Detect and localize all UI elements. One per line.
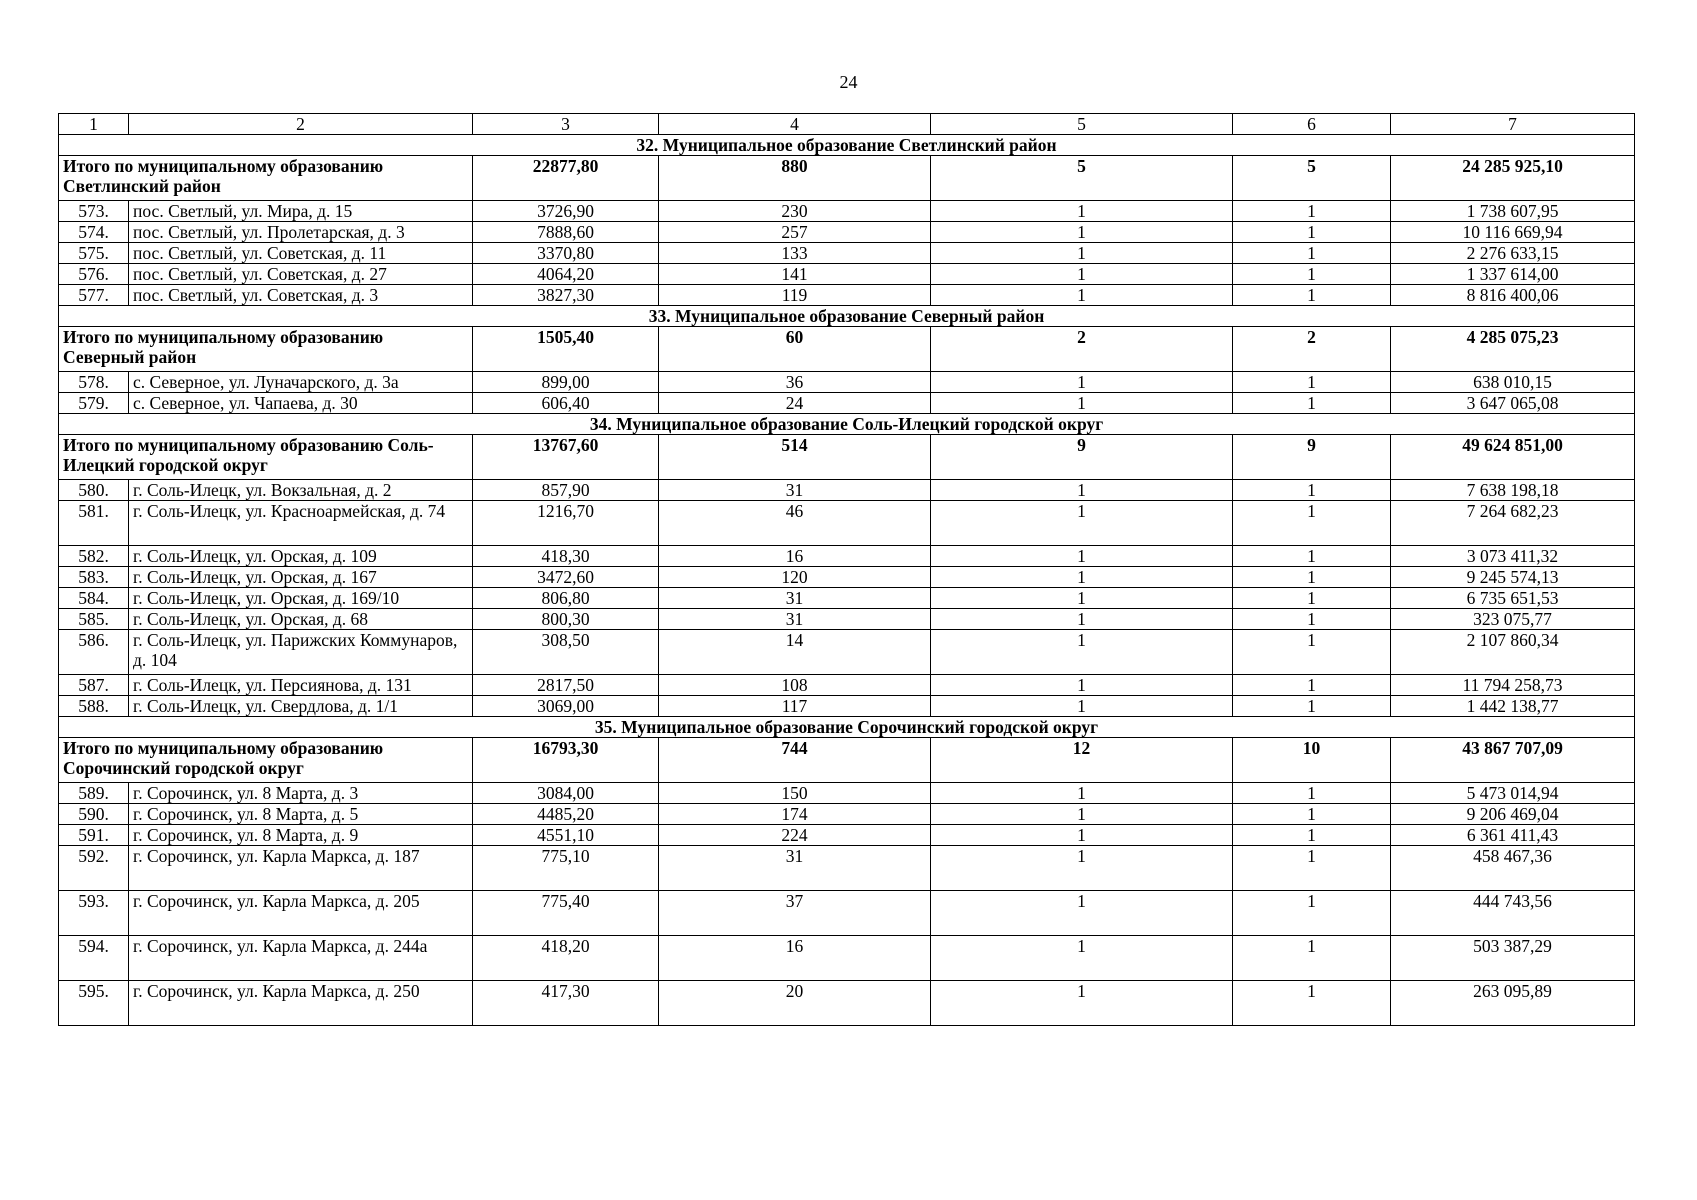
value-c4: 133 xyxy=(659,243,931,264)
address-cell: г. Сорочинск, ул. Карла Маркса, д. 250 xyxy=(129,981,473,1026)
total-c6: 10 xyxy=(1233,738,1391,783)
value-c4: 174 xyxy=(659,804,931,825)
value-c6: 1 xyxy=(1233,936,1391,981)
total-row xyxy=(59,156,1635,201)
table-row xyxy=(59,546,1635,567)
address-cell: пос. Светлый, ул. Советская, д. 3 xyxy=(129,285,473,306)
value-c4: 31 xyxy=(659,480,931,501)
section-heading-row xyxy=(59,135,1635,156)
total-label: Итого по муниципальному образованию Соль-Илецкий городской округ xyxy=(59,435,473,480)
table-row xyxy=(59,243,1635,264)
value-c3: 308,50 xyxy=(473,630,659,675)
value-c6: 1 xyxy=(1233,480,1391,501)
address-cell: г. Сорочинск, ул. 8 Марта, д. 9 xyxy=(129,825,473,846)
table-row xyxy=(59,480,1635,501)
value-c3: 3370,80 xyxy=(473,243,659,264)
value-c4: 108 xyxy=(659,675,931,696)
address-cell: пос. Светлый, ул. Мира, д. 15 xyxy=(129,201,473,222)
value-c5: 1 xyxy=(931,222,1233,243)
table-row xyxy=(59,609,1635,630)
value-c4: 16 xyxy=(659,936,931,981)
table-row xyxy=(59,501,1635,546)
value-c7: 5 473 014,94 xyxy=(1391,783,1635,804)
value-c3: 7888,60 xyxy=(473,222,659,243)
value-c3: 3084,00 xyxy=(473,783,659,804)
value-c7: 503 387,29 xyxy=(1391,936,1635,981)
row-number: 588. xyxy=(59,696,129,717)
table-row xyxy=(59,264,1635,285)
value-c4: 117 xyxy=(659,696,931,717)
value-c7: 1 738 607,95 xyxy=(1391,201,1635,222)
value-c4: 150 xyxy=(659,783,931,804)
value-c4: 257 xyxy=(659,222,931,243)
value-c4: 24 xyxy=(659,393,931,414)
row-number: 583. xyxy=(59,567,129,588)
value-c5: 1 xyxy=(931,546,1233,567)
value-c7: 638 010,15 xyxy=(1391,372,1635,393)
value-c3: 4064,20 xyxy=(473,264,659,285)
value-c6: 1 xyxy=(1233,609,1391,630)
row-number: 589. xyxy=(59,783,129,804)
value-c5: 1 xyxy=(931,201,1233,222)
address-cell: г. Соль-Илецк, ул. Красноармейская, д. 74 xyxy=(129,501,473,546)
value-c7: 3 647 065,08 xyxy=(1391,393,1635,414)
address-cell: г. Соль-Илецк, ул. Вокзальная, д. 2 xyxy=(129,480,473,501)
value-c7: 6 735 651,53 xyxy=(1391,588,1635,609)
value-c5: 1 xyxy=(931,501,1233,546)
value-c5: 1 xyxy=(931,696,1233,717)
value-c4: 230 xyxy=(659,201,931,222)
column-header: 1 xyxy=(59,114,129,135)
total-c7: 4 285 075,23 xyxy=(1391,327,1635,372)
value-c3: 3472,60 xyxy=(473,567,659,588)
table-row xyxy=(59,825,1635,846)
page-number: 24 xyxy=(839,72,858,92)
value-c5: 1 xyxy=(931,891,1233,936)
address-cell: с. Северное, ул. Луначарского, д. 3а xyxy=(129,372,473,393)
value-c5: 1 xyxy=(931,480,1233,501)
address-cell: г. Соль-Илецк, ул. Свердлова, д. 1/1 xyxy=(129,696,473,717)
column-header: 2 xyxy=(129,114,473,135)
row-number: 585. xyxy=(59,609,129,630)
total-label: Итого по муниципальному образованию Северный район xyxy=(59,327,473,372)
row-number: 586. xyxy=(59,630,129,675)
address-cell: г. Соль-Илецк, ул. Орская, д. 68 xyxy=(129,609,473,630)
table-row xyxy=(59,222,1635,243)
value-c4: 31 xyxy=(659,609,931,630)
value-c3: 775,10 xyxy=(473,846,659,891)
total-c4: 744 xyxy=(659,738,931,783)
address-cell: г. Сорочинск, ул. 8 Марта, д. 3 xyxy=(129,783,473,804)
table-row xyxy=(59,936,1635,981)
value-c4: 36 xyxy=(659,372,931,393)
value-c4: 14 xyxy=(659,630,931,675)
total-c6: 9 xyxy=(1233,435,1391,480)
row-number: 574. xyxy=(59,222,129,243)
row-number: 581. xyxy=(59,501,129,546)
total-c4: 60 xyxy=(659,327,931,372)
value-c3: 800,30 xyxy=(473,609,659,630)
value-c7: 9 245 574,13 xyxy=(1391,567,1635,588)
address-cell: пос. Светлый, ул. Советская, д. 27 xyxy=(129,264,473,285)
table-row xyxy=(59,981,1635,1026)
total-c6: 2 xyxy=(1233,327,1391,372)
address-cell: пос. Светлый, ул. Советская, д. 11 xyxy=(129,243,473,264)
address-cell: г. Соль-Илецк, ул. Орская, д. 109 xyxy=(129,546,473,567)
value-c6: 1 xyxy=(1233,588,1391,609)
column-header: 4 xyxy=(659,114,931,135)
column-header: 6 xyxy=(1233,114,1391,135)
table-row xyxy=(59,372,1635,393)
address-cell: г. Сорочинск, ул. Карла Маркса, д. 187 xyxy=(129,846,473,891)
table-row xyxy=(59,783,1635,804)
value-c5: 1 xyxy=(931,393,1233,414)
row-number: 593. xyxy=(59,891,129,936)
address-cell: г. Соль-Илецк, ул. Персиянова, д. 131 xyxy=(129,675,473,696)
value-c3: 3726,90 xyxy=(473,201,659,222)
address-cell: г. Сорочинск, ул. 8 Марта, д. 5 xyxy=(129,804,473,825)
value-c3: 775,40 xyxy=(473,891,659,936)
section-title: 34. Муниципальное образование Соль-Илецкий городской округ xyxy=(59,414,1635,435)
value-c6: 1 xyxy=(1233,285,1391,306)
value-c5: 1 xyxy=(931,804,1233,825)
total-c7: 43 867 707,09 xyxy=(1391,738,1635,783)
value-c5: 1 xyxy=(931,783,1233,804)
value-c6: 1 xyxy=(1233,201,1391,222)
value-c6: 1 xyxy=(1233,546,1391,567)
table-row xyxy=(59,804,1635,825)
value-c7: 2 107 860,34 xyxy=(1391,630,1635,675)
section-heading-row xyxy=(59,414,1635,435)
value-c5: 1 xyxy=(931,936,1233,981)
column-header: 7 xyxy=(1391,114,1635,135)
section-title: 32. Муниципальное образование Светлинский район xyxy=(59,135,1635,156)
total-c7: 24 285 925,10 xyxy=(1391,156,1635,201)
table-row xyxy=(59,675,1635,696)
table-row xyxy=(59,567,1635,588)
total-c4: 514 xyxy=(659,435,931,480)
value-c7: 458 467,36 xyxy=(1391,846,1635,891)
total-row xyxy=(59,327,1635,372)
value-c7: 9 206 469,04 xyxy=(1391,804,1635,825)
row-number: 579. xyxy=(59,393,129,414)
value-c4: 224 xyxy=(659,825,931,846)
value-c5: 1 xyxy=(931,675,1233,696)
section-heading-row xyxy=(59,717,1635,738)
value-c4: 37 xyxy=(659,891,931,936)
value-c3: 4551,10 xyxy=(473,825,659,846)
value-c6: 1 xyxy=(1233,243,1391,264)
section-heading-row xyxy=(59,306,1635,327)
total-row xyxy=(59,435,1635,480)
value-c4: 20 xyxy=(659,981,931,1026)
value-c7: 1 442 138,77 xyxy=(1391,696,1635,717)
value-c3: 4485,20 xyxy=(473,804,659,825)
value-c5: 1 xyxy=(931,264,1233,285)
table-row xyxy=(59,630,1635,675)
value-c6: 1 xyxy=(1233,675,1391,696)
table-row xyxy=(59,846,1635,891)
value-c7: 1 337 614,00 xyxy=(1391,264,1635,285)
table-row xyxy=(59,891,1635,936)
value-c6: 1 xyxy=(1233,846,1391,891)
address-cell: г. Соль-Илецк, ул. Орская, д. 169/10 xyxy=(129,588,473,609)
value-c6: 1 xyxy=(1233,891,1391,936)
total-label: Итого по муниципальному образованию Сорочинский городской округ xyxy=(59,738,473,783)
value-c6: 1 xyxy=(1233,630,1391,675)
value-c3: 899,00 xyxy=(473,372,659,393)
value-c5: 1 xyxy=(931,825,1233,846)
total-c3: 1505,40 xyxy=(473,327,659,372)
row-number: 577. xyxy=(59,285,129,306)
value-c7: 8 816 400,06 xyxy=(1391,285,1635,306)
address-cell: г. Сорочинск, ул. Карла Маркса, д. 244а xyxy=(129,936,473,981)
value-c3: 2817,50 xyxy=(473,675,659,696)
total-c3: 16793,30 xyxy=(473,738,659,783)
value-c7: 11 794 258,73 xyxy=(1391,675,1635,696)
row-number: 591. xyxy=(59,825,129,846)
value-c6: 1 xyxy=(1233,264,1391,285)
row-number: 573. xyxy=(59,201,129,222)
value-c4: 119 xyxy=(659,285,931,306)
value-c7: 3 073 411,32 xyxy=(1391,546,1635,567)
section-title: 35. Муниципальное образование Сорочинский городской округ xyxy=(59,717,1635,738)
row-number: 578. xyxy=(59,372,129,393)
value-c5: 1 xyxy=(931,285,1233,306)
value-c4: 16 xyxy=(659,546,931,567)
value-c7: 444 743,56 xyxy=(1391,891,1635,936)
value-c6: 1 xyxy=(1233,501,1391,546)
value-c5: 1 xyxy=(931,567,1233,588)
value-c4: 46 xyxy=(659,501,931,546)
address-cell: пос. Светлый, ул. Пролетарская, д. 3 xyxy=(129,222,473,243)
value-c3: 857,90 xyxy=(473,480,659,501)
table-row xyxy=(59,588,1635,609)
value-c3: 418,30 xyxy=(473,546,659,567)
value-c3: 1216,70 xyxy=(473,501,659,546)
value-c6: 1 xyxy=(1233,393,1391,414)
total-c6: 5 xyxy=(1233,156,1391,201)
value-c5: 1 xyxy=(931,588,1233,609)
section-title: 33. Муниципальное образование Северный район xyxy=(59,306,1635,327)
value-c4: 141 xyxy=(659,264,931,285)
row-number: 587. xyxy=(59,675,129,696)
column-header: 3 xyxy=(473,114,659,135)
total-c7: 49 624 851,00 xyxy=(1391,435,1635,480)
value-c6: 1 xyxy=(1233,567,1391,588)
column-number-row xyxy=(59,114,1635,135)
row-number: 594. xyxy=(59,936,129,981)
total-row xyxy=(59,738,1635,783)
value-c3: 417,30 xyxy=(473,981,659,1026)
value-c3: 606,40 xyxy=(473,393,659,414)
value-c7: 2 276 633,15 xyxy=(1391,243,1635,264)
address-cell: г. Соль-Илецк, ул. Парижских Коммунаров, д. 104 xyxy=(129,630,473,675)
row-number: 584. xyxy=(59,588,129,609)
value-c5: 1 xyxy=(931,372,1233,393)
total-c3: 13767,60 xyxy=(473,435,659,480)
total-c5: 12 xyxy=(931,738,1233,783)
value-c7: 7 638 198,18 xyxy=(1391,480,1635,501)
value-c4: 31 xyxy=(659,588,931,609)
value-c6: 1 xyxy=(1233,222,1391,243)
address-cell: с. Северное, ул. Чапаева, д. 30 xyxy=(129,393,473,414)
total-label: Итого по муниципальному образованию Светлинский район xyxy=(59,156,473,201)
address-cell: г. Соль-Илецк, ул. Орская, д. 167 xyxy=(129,567,473,588)
table-row xyxy=(59,393,1635,414)
value-c6: 1 xyxy=(1233,783,1391,804)
value-c7: 323 075,77 xyxy=(1391,609,1635,630)
row-number: 595. xyxy=(59,981,129,1026)
column-header: 5 xyxy=(931,114,1233,135)
value-c6: 1 xyxy=(1233,372,1391,393)
value-c6: 1 xyxy=(1233,981,1391,1026)
row-number: 590. xyxy=(59,804,129,825)
value-c3: 3827,30 xyxy=(473,285,659,306)
value-c3: 806,80 xyxy=(473,588,659,609)
value-c7: 7 264 682,23 xyxy=(1391,501,1635,546)
total-c5: 5 xyxy=(931,156,1233,201)
table-row xyxy=(59,285,1635,306)
value-c5: 1 xyxy=(931,846,1233,891)
housing-table xyxy=(58,113,1635,1026)
total-c4: 880 xyxy=(659,156,931,201)
value-c4: 31 xyxy=(659,846,931,891)
value-c4: 120 xyxy=(659,567,931,588)
row-number: 592. xyxy=(59,846,129,891)
row-number: 575. xyxy=(59,243,129,264)
value-c3: 418,20 xyxy=(473,936,659,981)
address-cell: г. Сорочинск, ул. Карла Маркса, д. 205 xyxy=(129,891,473,936)
table-row xyxy=(59,696,1635,717)
value-c3: 3069,00 xyxy=(473,696,659,717)
value-c6: 1 xyxy=(1233,696,1391,717)
total-c5: 2 xyxy=(931,327,1233,372)
value-c5: 1 xyxy=(931,630,1233,675)
value-c5: 1 xyxy=(931,609,1233,630)
value-c5: 1 xyxy=(931,243,1233,264)
value-c6: 1 xyxy=(1233,804,1391,825)
total-c5: 9 xyxy=(931,435,1233,480)
table-row xyxy=(59,201,1635,222)
row-number: 580. xyxy=(59,480,129,501)
total-c3: 22877,80 xyxy=(473,156,659,201)
row-number: 576. xyxy=(59,264,129,285)
row-number: 582. xyxy=(59,546,129,567)
value-c7: 263 095,89 xyxy=(1391,981,1635,1026)
value-c7: 6 361 411,43 xyxy=(1391,825,1635,846)
value-c5: 1 xyxy=(931,981,1233,1026)
value-c6: 1 xyxy=(1233,825,1391,846)
value-c7: 10 116 669,94 xyxy=(1391,222,1635,243)
